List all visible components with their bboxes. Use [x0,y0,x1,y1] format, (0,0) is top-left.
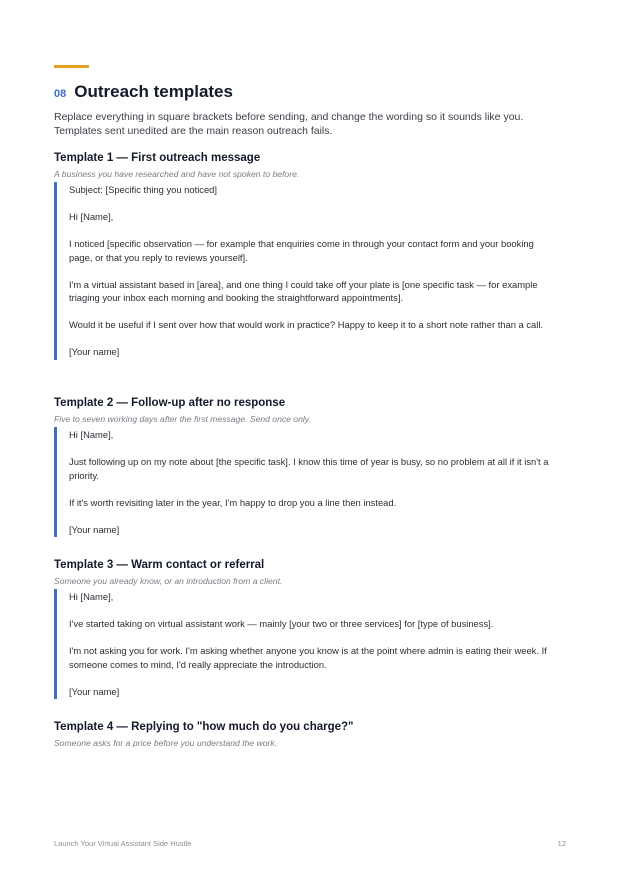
template-paragraph: Hi [Name], [69,211,114,222]
template-paragraph: I'm a virtual assistant based in [area], and one thing I could take off your plate is [one specific task — for example triaging your inbox each morning and booking the straightforward appointments]. [69,278,538,303]
template-body [54,427,554,537]
template-3 [54,557,554,699]
footer-page-number: 12 [557,839,566,848]
template-body [54,182,554,360]
template-1 [54,150,554,360]
template-paragraph: [Your name] [69,346,120,357]
template-paragraph: I noticed [specific observation — for example that enquiries come in through your contact form and your booking page, or that you reply to reviews yourself]. [69,238,534,263]
template-paragraph: Would it be useful if I sent over how that would work in practice? Happy to keep it to a short note rather than a call. [69,319,544,330]
template-paragraph: Hi [Name], [69,429,114,440]
template-title: Template 4 — Replying to "how much do you charge?" [54,721,354,733]
template-paragraph: I've started taking on virtual assistant work — mainly [your two or three services] for [type of business]. [69,618,494,629]
section-number: 08 [54,88,67,100]
template-subtitle: Five to seven working days after the first message. Send once only. [54,414,311,424]
page-footer [54,839,566,848]
template-4 [54,719,554,749]
template-paragraph: Just following up on my note about [the specific task]. I know this time of year is busy, so no problem at all if it isn't a priority. [69,456,549,481]
template-subtitle: Someone asks for a price before you understand the work. [54,738,278,748]
template-paragraph: [Your name] [69,685,120,697]
section-title: Outreach templates [74,82,233,101]
template-paragraph: [Your name] [69,523,120,535]
section-intro: Replace everything in square brackets before sending, and change the wording so it sounds like you. Templates sent unedited are the main reason outreach fails. [54,111,524,137]
template-2 [54,395,554,537]
template-paragraph: I'm not asking you for work. I'm asking whether anyone you know is at the point where admin is eating their week. If someone comes to mind, I'd really appreciate the introduction. [69,645,547,670]
footer-book-title: Launch Your Virtual Assistant Side Hustle [54,839,192,848]
template-title: Template 1 — First outreach message [54,152,261,164]
section-accent-bar [54,65,89,68]
template-title: Template 2 — Follow-up after no response [54,397,286,409]
template-paragraph: If it's worth revisiting later in the year, I'm happy to drop you a line then instead. [69,496,397,508]
template-title: Template 3 — Warm contact or referral [54,559,265,571]
template-subtitle: Someone you already know, or an introduction from a client. [54,576,283,586]
template-paragraph: Subject: [Specific thing you noticed] [69,184,218,195]
section-heading [54,82,233,102]
template-body [54,589,554,699]
template-subtitle: A business you have researched and have not spoken to before. [54,169,300,179]
template-paragraph: Hi [Name], [69,591,114,602]
